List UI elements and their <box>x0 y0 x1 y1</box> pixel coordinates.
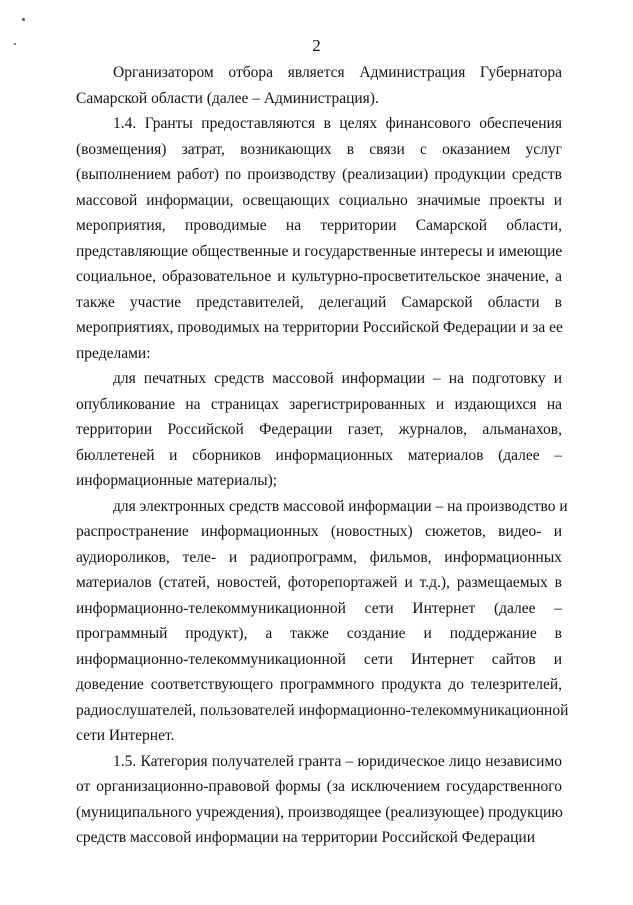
text-line: представляющие общественные и государственные интересы и имеющие <box>76 242 563 260</box>
text-line: информационные материалы); <box>76 472 278 489</box>
text-line: (выполнением работ) по производству (реализации) продукции средств <box>76 166 562 183</box>
text-line: пределами: <box>76 344 151 362</box>
text-line: (возмещения) затрат, возникающих в связи с оказанием услуг <box>76 140 562 158</box>
text-line: также участие представителей, делегаций Самарской области в <box>76 293 562 311</box>
text-line: социальное, образовательное и культурно-просветительское значение, а <box>76 268 562 285</box>
paragraph-section-1-4 <box>76 111 562 366</box>
text-line: 1.4. Гранты предоставляются в целях финансового обеспечения <box>113 115 562 132</box>
text-line: информационно-телекоммуникационной сети Интернет сайтов и <box>76 650 562 668</box>
paragraph-print-media <box>76 366 562 494</box>
text-line: доведение соответствующего программного продукта до телезрителей, <box>76 676 562 693</box>
text-line: средств массовой информации на территории Российской Федерации <box>76 829 535 846</box>
text-line: мероприятия, проводимые на территории Самарской области, <box>76 217 562 234</box>
paragraph-electronic-media <box>76 494 569 749</box>
text-line: 1.5. Категория получателей гранта – юридическое лицо независимо <box>113 752 562 770</box>
text-line: аудиороликов, теле- и радиопрограмм, фильмов, информационных <box>76 548 562 566</box>
text-line: программный продукт), а также создание и поддержание в <box>76 625 562 642</box>
scan-speck <box>22 18 25 21</box>
text-line: Самарской области (далее – Администрация). <box>76 89 379 107</box>
text-line: распространение информационных (новостных) сюжетов, видео- и <box>76 523 562 540</box>
text-line: для печатных средств массовой информации – на подготовку и <box>113 370 562 387</box>
document-body <box>76 60 569 851</box>
text-line: Организатором отбора является Администрация Губернатора <box>113 64 562 81</box>
paragraph-section-1-5 <box>76 749 562 851</box>
page-number: 2 <box>312 36 321 55</box>
text-line: бюллетеней и сборников информационных материалов (далее – <box>76 446 562 464</box>
text-line: от организационно-правовой формы (за исключением государственного <box>76 778 562 795</box>
text-line: сети Интернет. <box>76 727 175 744</box>
text-line: территории Российской Федерации газет, журналов, альманахов, <box>76 421 562 438</box>
scan-speck <box>14 43 16 45</box>
text-line: информационно-телекоммуникационной сети Интернет (далее – <box>76 599 562 617</box>
text-line: материалов (статей, новостей, фоторепортажей и т.д.), размещаемых в <box>76 574 562 591</box>
text-line: (муниципального учреждения), производящее (реализующее) продукцию <box>76 803 563 821</box>
text-line: мероприятиях, проводимых на территории Российской Федерации и за ее <box>76 319 563 336</box>
text-line: радиослушателей, пользователей информационно-телекоммуникационной <box>76 701 569 719</box>
text-line: опубликование на страницах зарегистрированных и издающихся на <box>76 395 562 413</box>
text-line: для электронных средств массовой информации – на производство и <box>113 497 568 515</box>
text-line: массовой информации, освещающих социально значимые проекты и <box>76 191 562 209</box>
paragraph-organizer <box>76 60 562 111</box>
